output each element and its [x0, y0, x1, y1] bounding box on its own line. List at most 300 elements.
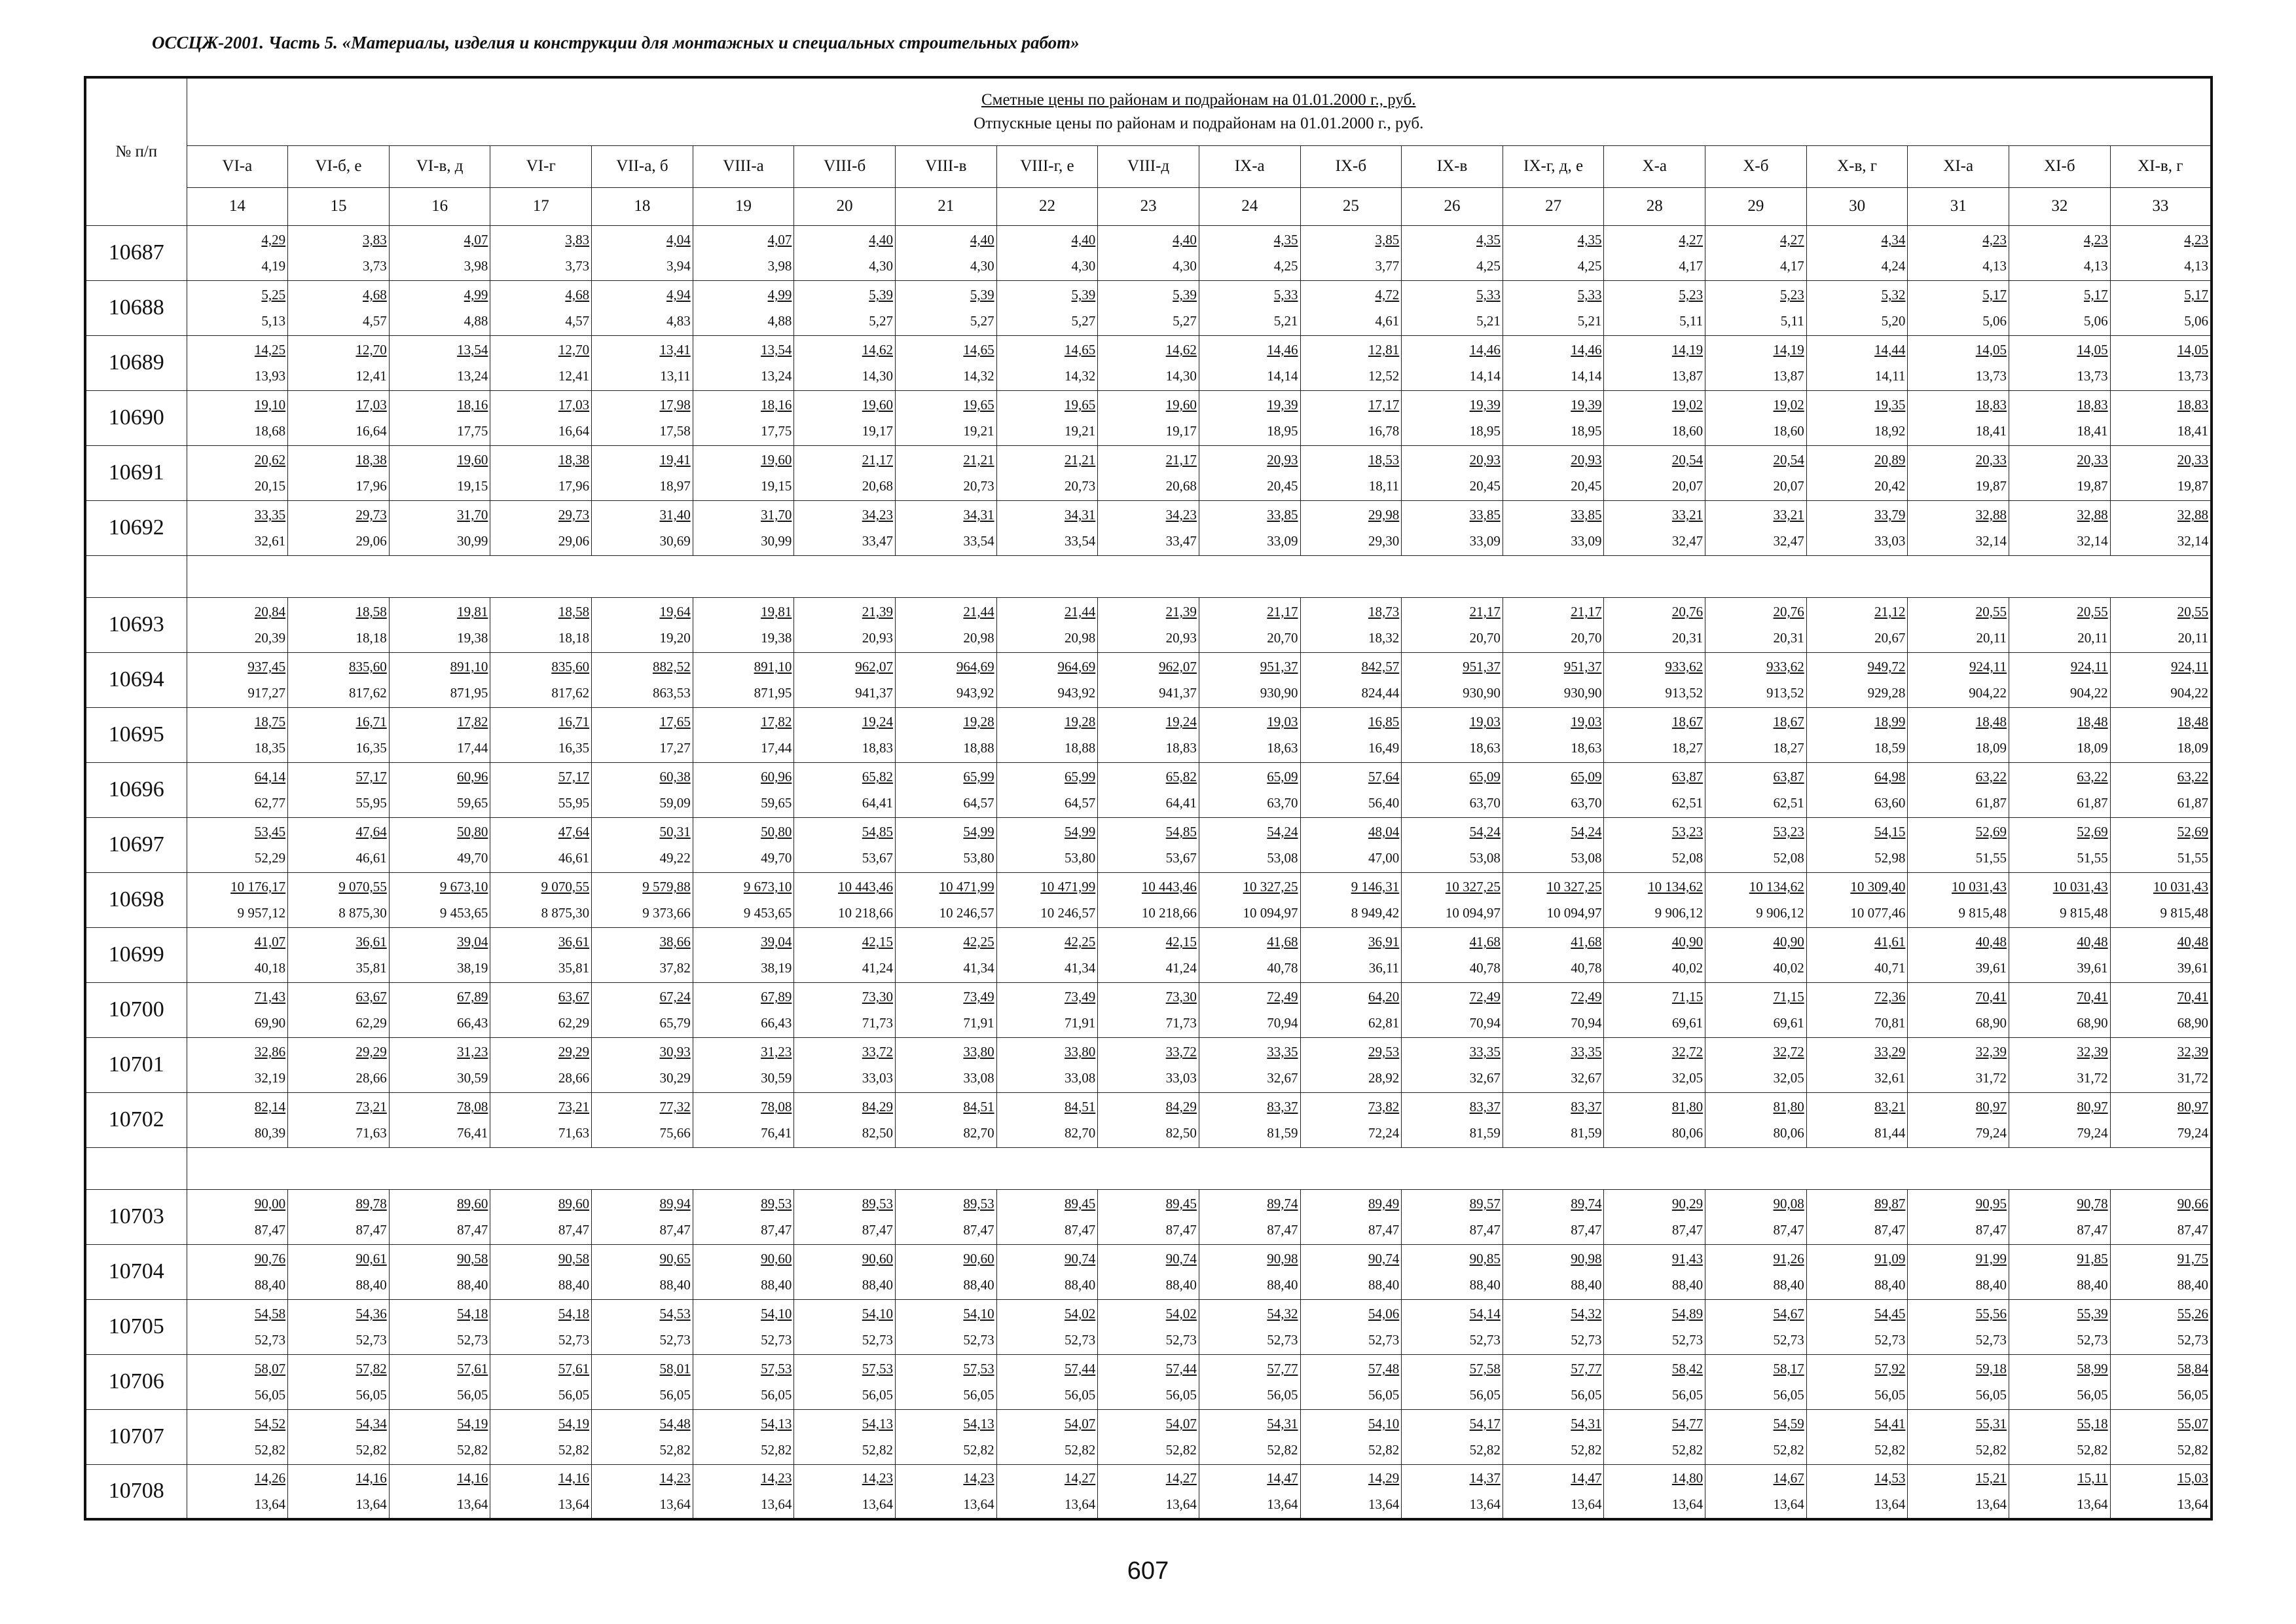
price-cell — [2110, 225, 2212, 280]
price-cell — [490, 1299, 592, 1354]
price-cell — [187, 927, 288, 982]
release-price: 52,82 — [355, 1442, 387, 1458]
release-price: 20,70 — [1469, 630, 1501, 646]
estimated-price: 14,25 — [254, 342, 286, 358]
price-cell — [996, 225, 1098, 280]
release-price: 87,47 — [659, 1222, 691, 1238]
price-cell — [187, 1464, 288, 1519]
release-price: 56,05 — [1773, 1387, 1804, 1403]
release-price: 56,05 — [1065, 1387, 1096, 1403]
price-cell — [1098, 1244, 1199, 1299]
release-price: 18,41 — [2177, 423, 2208, 439]
price-cell — [1199, 500, 1300, 555]
estimated-price: 89,53 — [761, 1196, 792, 1211]
estimated-price: 19,35 — [1874, 397, 1906, 413]
estimated-price: 4,40 — [869, 232, 893, 248]
release-price: 32,19 — [254, 1070, 286, 1086]
estimated-price: 57,58 — [1469, 1361, 1501, 1376]
estimated-price: 65,99 — [1065, 769, 1096, 784]
price-cell — [1604, 762, 1705, 817]
estimated-price: 91,85 — [2077, 1251, 2108, 1266]
price-cell — [592, 1092, 693, 1147]
release-price: 63,70 — [1267, 795, 1298, 811]
release-price: 38,19 — [457, 960, 488, 976]
price-cell — [1199, 762, 1300, 817]
price-cell — [1604, 500, 1705, 555]
price-cell — [996, 872, 1098, 927]
item-number: 10704 — [85, 1244, 187, 1299]
price-cell — [592, 225, 693, 280]
release-price: 5,27 — [970, 313, 994, 329]
release-price: 12,41 — [558, 368, 590, 384]
price-cell — [1806, 762, 1908, 817]
price-cell — [1503, 982, 1604, 1037]
estimated-price: 19,65 — [963, 397, 994, 413]
price-cell — [288, 280, 390, 335]
price-cell — [1806, 1189, 1908, 1244]
price-cell — [1705, 335, 1807, 390]
price-cell — [895, 1037, 996, 1092]
release-price: 12,41 — [355, 368, 387, 384]
price-cell — [794, 872, 896, 927]
table-row — [85, 225, 2212, 280]
estimated-price: 89,94 — [659, 1196, 691, 1211]
region-header: X-а — [1604, 145, 1705, 187]
estimated-price: 48,04 — [1368, 824, 1400, 840]
estimated-price: 16,71 — [558, 714, 590, 729]
release-price: 52,82 — [1571, 1442, 1602, 1458]
estimated-price: 81,80 — [1773, 1099, 1804, 1115]
price-cell — [490, 1354, 592, 1409]
price-cell — [389, 1189, 490, 1244]
release-price: 18,41 — [1975, 423, 2007, 439]
estimated-price: 21,17 — [1165, 452, 1197, 468]
price-cell — [592, 280, 693, 335]
estimated-price: 19,03 — [1469, 714, 1501, 729]
release-price: 88,40 — [558, 1277, 590, 1293]
estimated-price: 33,21 — [1773, 507, 1804, 523]
estimated-price: 19,65 — [1065, 397, 1096, 413]
estimated-price: 18,83 — [2177, 397, 2208, 413]
estimated-price: 63,87 — [1671, 769, 1704, 784]
release-price: 36,11 — [1368, 960, 1400, 976]
release-price: 17,44 — [761, 740, 792, 756]
release-price: 18,60 — [1773, 423, 1804, 439]
release-price: 13,64 — [254, 1496, 286, 1513]
release-price: 52,82 — [1874, 1442, 1906, 1458]
release-price: 20,07 — [1671, 478, 1704, 494]
price-cell — [2009, 1244, 2111, 1299]
estimated-price: 73,21 — [355, 1099, 387, 1115]
price-cell — [490, 597, 592, 652]
estimated-price: 64,98 — [1874, 769, 1906, 784]
estimated-price: 70,41 — [1975, 989, 2007, 1005]
release-price: 71,91 — [1065, 1015, 1096, 1031]
estimated-price: 40,90 — [1671, 934, 1704, 950]
estimated-price: 32,39 — [2077, 1044, 2108, 1060]
release-price: 87,47 — [2177, 1222, 2208, 1238]
price-cell — [996, 707, 1098, 762]
item-number: 10706 — [85, 1354, 187, 1409]
release-price: 32,67 — [1469, 1070, 1501, 1086]
estimated-price: 70,41 — [2177, 989, 2208, 1005]
release-price: 32,67 — [1571, 1070, 1602, 1086]
release-price: 64,57 — [963, 795, 994, 811]
price-cell — [895, 225, 996, 280]
estimated-price: 54,13 — [761, 1416, 792, 1431]
release-price: 61,87 — [1975, 795, 2007, 811]
release-price: 63,70 — [1469, 795, 1501, 811]
estimated-price: 91,26 — [1773, 1251, 1804, 1266]
release-price: 9 957,12 — [237, 905, 286, 921]
release-price: 33,54 — [963, 533, 994, 549]
estimated-price: 19,39 — [1267, 397, 1298, 413]
price-cell — [1300, 707, 1402, 762]
price-cell — [1300, 390, 1402, 445]
price-cell — [490, 1409, 592, 1464]
price-cell — [895, 652, 996, 707]
price-cell — [389, 597, 490, 652]
estimated-price: 18,99 — [1874, 714, 1906, 729]
price-cell — [1705, 280, 1807, 335]
release-price: 39,61 — [1975, 960, 2007, 976]
table-row — [85, 707, 2212, 762]
price-cell — [2009, 390, 2111, 445]
estimated-price: 14,53 — [1874, 1470, 1906, 1486]
release-price: 9 906,12 — [1756, 905, 1804, 921]
release-price: 59,09 — [659, 795, 691, 811]
region-header: VI-б, е — [288, 145, 390, 187]
release-price: 87,47 — [1773, 1222, 1804, 1238]
estimated-price: 19,81 — [761, 604, 792, 619]
estimated-price: 4,35 — [1577, 232, 1602, 248]
release-price: 18,27 — [1773, 740, 1804, 756]
price-cell — [389, 982, 490, 1037]
price-cell — [288, 597, 390, 652]
release-price: 871,95 — [450, 685, 488, 701]
price-cell — [1604, 1354, 1705, 1409]
release-price: 52,82 — [659, 1442, 691, 1458]
price-cell — [693, 762, 794, 817]
release-price: 5,11 — [1780, 313, 1804, 329]
estimated-price: 10 134,62 — [1749, 879, 1804, 895]
section-separator-row — [85, 1147, 2212, 1189]
release-price: 33,09 — [1571, 533, 1602, 549]
price-cell — [794, 597, 896, 652]
price-cell — [996, 1092, 1098, 1147]
price-cell — [1908, 390, 2009, 445]
region-header: IX-в — [1402, 145, 1503, 187]
price-cell — [1604, 1037, 1705, 1092]
estimated-price: 57,61 — [457, 1361, 488, 1376]
release-price: 30,59 — [457, 1070, 488, 1086]
release-price: 82,70 — [1065, 1125, 1096, 1141]
table-row — [85, 652, 2212, 707]
price-cell — [693, 817, 794, 872]
release-price: 13,64 — [1469, 1496, 1501, 1513]
price-cell — [1503, 872, 1604, 927]
estimated-price: 5,33 — [1273, 287, 1298, 303]
estimated-price: 72,49 — [1571, 989, 1602, 1005]
release-price: 51,55 — [2077, 850, 2108, 866]
estimated-price: 10 327,25 — [1243, 879, 1298, 895]
estimated-price: 53,23 — [1773, 824, 1804, 840]
release-price: 8 875,30 — [541, 905, 590, 921]
estimated-price: 32,72 — [1671, 1044, 1704, 1060]
release-price: 81,59 — [1267, 1125, 1298, 1141]
release-price: 53,08 — [1267, 850, 1298, 866]
estimated-price: 14,05 — [2077, 342, 2108, 358]
price-cell — [2009, 445, 2111, 500]
price-cell — [592, 927, 693, 982]
price-cell — [1402, 335, 1503, 390]
price-cell — [1300, 1464, 1402, 1519]
release-price: 88,40 — [1267, 1277, 1298, 1293]
price-cell — [490, 225, 592, 280]
price-cell — [794, 225, 896, 280]
region-header: XI-б — [2009, 145, 2111, 187]
estimated-price: 5,33 — [1476, 287, 1501, 303]
estimated-price: 10 031,43 — [1952, 879, 2007, 895]
price-cell — [1503, 1464, 1604, 1519]
estimated-price: 18,67 — [1773, 714, 1804, 729]
price-cell — [895, 390, 996, 445]
release-price: 33,47 — [862, 533, 893, 549]
release-price: 87,47 — [355, 1222, 387, 1238]
release-price: 19,87 — [2177, 478, 2208, 494]
release-price: 33,47 — [1165, 533, 1197, 549]
estimated-price: 53,23 — [1671, 824, 1704, 840]
release-price: 18,18 — [355, 630, 387, 646]
price-cell — [996, 390, 1098, 445]
price-cell — [693, 1464, 794, 1519]
estimated-price: 40,90 — [1773, 934, 1804, 950]
estimated-price: 30,93 — [659, 1044, 691, 1060]
estimated-price: 40,48 — [1975, 934, 2007, 950]
release-price: 17,75 — [761, 423, 792, 439]
price-cell — [1604, 1244, 1705, 1299]
estimated-price: 20,84 — [254, 604, 286, 619]
price-cell — [1098, 1299, 1199, 1354]
price-cell — [1806, 652, 1908, 707]
estimated-price: 14,65 — [1065, 342, 1096, 358]
price-cell — [693, 1189, 794, 1244]
estimated-price: 19,03 — [1267, 714, 1298, 729]
price-cell — [1604, 872, 1705, 927]
release-price: 8 949,42 — [1351, 905, 1400, 921]
estimated-price: 14,46 — [1267, 342, 1298, 358]
price-cell — [1503, 500, 1604, 555]
release-price: 68,90 — [2077, 1015, 2108, 1031]
price-cell — [288, 707, 390, 762]
estimated-price: 57,53 — [761, 1361, 792, 1376]
release-price: 56,05 — [659, 1387, 691, 1403]
price-cell — [592, 1244, 693, 1299]
column-number: 32 — [2009, 187, 2111, 225]
price-cell — [1098, 707, 1199, 762]
price-cell — [1503, 1189, 1604, 1244]
price-cell — [490, 280, 592, 335]
column-number: 24 — [1199, 187, 1300, 225]
estimated-price: 4,29 — [261, 232, 286, 248]
price-cell — [389, 927, 490, 982]
price-cell — [187, 1244, 288, 1299]
estimated-price: 933,62 — [1766, 659, 1804, 674]
estimated-price: 63,67 — [558, 989, 590, 1005]
release-price: 33,54 — [1065, 533, 1096, 549]
release-price: 13,64 — [1773, 1496, 1804, 1513]
release-price: 52,73 — [963, 1332, 994, 1348]
estimated-price: 80,97 — [2077, 1099, 2108, 1115]
estimated-price: 14,29 — [1368, 1470, 1400, 1486]
estimated-price: 962,07 — [855, 659, 893, 674]
separator-cell — [187, 1147, 2212, 1189]
price-cell — [389, 1037, 490, 1092]
price-cell — [187, 280, 288, 335]
release-price: 9 906,12 — [1654, 905, 1704, 921]
release-price: 8 875,30 — [338, 905, 387, 921]
price-cell — [1098, 225, 1199, 280]
release-price: 32,67 — [1267, 1070, 1298, 1086]
estimated-price: 57,44 — [1165, 1361, 1197, 1376]
price-cell — [1806, 1409, 1908, 1464]
release-price: 56,05 — [457, 1387, 488, 1403]
release-price: 53,08 — [1469, 850, 1501, 866]
estimated-price: 54,77 — [1671, 1416, 1704, 1431]
release-price: 13,64 — [558, 1496, 590, 1513]
release-price: 56,05 — [963, 1387, 994, 1403]
price-cell — [895, 1354, 996, 1409]
price-cell — [1503, 390, 1604, 445]
release-price: 941,37 — [855, 685, 893, 701]
price-cell — [490, 982, 592, 1037]
price-cell — [2009, 1409, 2111, 1464]
estimated-price: 19,28 — [963, 714, 994, 729]
price-cell — [490, 445, 592, 500]
release-price: 70,94 — [1469, 1015, 1501, 1031]
separator-cell — [85, 1147, 187, 1189]
price-cell — [1098, 1092, 1199, 1147]
price-cell — [895, 335, 996, 390]
price-cell — [1604, 1409, 1705, 1464]
price-cell — [1199, 707, 1300, 762]
release-price: 32,05 — [1773, 1070, 1804, 1086]
release-price: 52,73 — [659, 1332, 691, 1348]
price-cell — [1908, 982, 2009, 1037]
price-cell — [1503, 707, 1604, 762]
estimated-price: 33,72 — [862, 1044, 893, 1060]
item-number: 10688 — [85, 280, 187, 335]
estimated-price: 91,75 — [2177, 1251, 2208, 1266]
price-cell — [288, 762, 390, 817]
release-price: 87,47 — [963, 1222, 994, 1238]
estimated-price: 19,64 — [659, 604, 691, 619]
estimated-price: 54,89 — [1671, 1306, 1704, 1321]
price-cell — [1402, 225, 1503, 280]
release-price: 49,22 — [659, 850, 691, 866]
table-row — [85, 335, 2212, 390]
price-cell — [1806, 817, 1908, 872]
price-cell — [288, 225, 390, 280]
estimated-price: 59,18 — [1975, 1361, 2007, 1376]
estimated-price: 73,49 — [1065, 989, 1096, 1005]
price-cell — [1503, 762, 1604, 817]
release-price: 87,47 — [558, 1222, 590, 1238]
price-cell — [1402, 1092, 1503, 1147]
price-cell — [794, 707, 896, 762]
estimated-price: 14,23 — [761, 1470, 792, 1486]
region-header: X-б — [1705, 145, 1807, 187]
release-price: 18,59 — [1874, 740, 1906, 756]
estimated-price: 20,93 — [1571, 452, 1602, 468]
release-price: 56,05 — [254, 1387, 286, 1403]
release-price: 61,87 — [2177, 795, 2208, 811]
release-price: 56,05 — [355, 1387, 387, 1403]
price-cell — [794, 817, 896, 872]
price-cell — [389, 445, 490, 500]
estimated-price: 65,82 — [862, 769, 893, 784]
release-price: 72,24 — [1368, 1125, 1400, 1141]
release-price: 56,05 — [558, 1387, 590, 1403]
price-cell — [996, 500, 1098, 555]
release-price: 46,61 — [558, 850, 590, 866]
price-cell — [2110, 1409, 2212, 1464]
release-price: 904,22 — [2069, 685, 2108, 701]
release-price: 47,00 — [1368, 850, 1400, 866]
price-cell — [794, 390, 896, 445]
price-cell — [1199, 817, 1300, 872]
price-cell — [1908, 1354, 2009, 1409]
price-cell — [1806, 225, 1908, 280]
price-cell — [288, 390, 390, 445]
price-cell — [693, 500, 794, 555]
price-cell — [1806, 1092, 1908, 1147]
estimated-price: 4,23 — [2083, 232, 2108, 248]
estimated-price: 14,62 — [1165, 342, 1197, 358]
release-price: 28,92 — [1368, 1070, 1400, 1086]
estimated-price: 33,35 — [1469, 1044, 1501, 1060]
estimated-price: 10 031,43 — [2052, 879, 2108, 895]
price-cell — [794, 1092, 896, 1147]
estimated-price: 3,85 — [1375, 232, 1400, 248]
release-price: 52,73 — [1469, 1332, 1501, 1348]
price-cell — [1908, 817, 2009, 872]
price-cell — [1705, 597, 1807, 652]
price-cell — [1402, 707, 1503, 762]
price-cell — [2009, 225, 2111, 280]
estimated-price: 13,41 — [659, 342, 691, 358]
release-price: 4,13 — [1982, 258, 2007, 274]
release-price: 33,08 — [963, 1070, 994, 1086]
release-price: 17,27 — [659, 740, 691, 756]
estimated-price: 89,74 — [1571, 1196, 1602, 1211]
release-price: 87,47 — [761, 1222, 792, 1238]
price-cell — [2110, 445, 2212, 500]
price-cell — [592, 500, 693, 555]
estimated-price: 4,68 — [363, 287, 387, 303]
price-cell — [1705, 500, 1807, 555]
estimated-price: 54,07 — [1165, 1416, 1197, 1431]
release-price: 52,73 — [558, 1332, 590, 1348]
table-row — [85, 445, 2212, 500]
estimated-price: 20,76 — [1671, 604, 1704, 619]
release-price: 52,82 — [1165, 1442, 1197, 1458]
estimated-price: 54,13 — [862, 1416, 893, 1431]
price-cell — [1604, 817, 1705, 872]
estimated-price: 63,22 — [2077, 769, 2108, 784]
release-price: 20,93 — [862, 630, 893, 646]
estimated-price: 90,08 — [1773, 1196, 1804, 1211]
